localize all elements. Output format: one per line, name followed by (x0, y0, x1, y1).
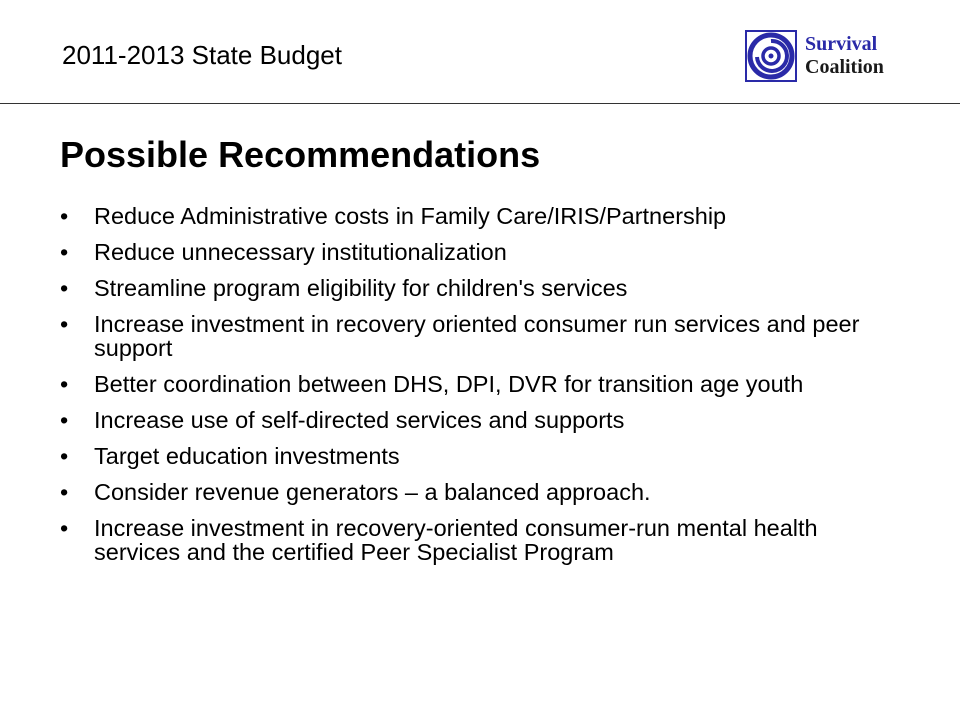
bullet-item: • Reduce unnecessary institutionalization (60, 240, 900, 264)
bullet-item: • Better coordination between DHS, DPI, DVR for transition age youth (60, 372, 900, 396)
bullet-item: • Target education investments (60, 444, 900, 468)
bullet-item: • Consider revenue generators – a balanced approach. (60, 480, 900, 504)
slide-title: Possible Recommendations (60, 134, 541, 175)
bullet-item: • Increase investment in recovery oriented consumer run services and peer support (60, 312, 900, 360)
bullet-item: • Increase investment in recovery-oriented consumer-run mental health services and the certified Peer Specialist Program (60, 516, 900, 564)
bullet-item: • Increase use of self-directed services and supports (60, 408, 900, 432)
logo-text-survival: Survival (805, 33, 878, 55)
bullet-item: • Reduce Administrative costs in Family Care/IRIS/Partnership (60, 204, 900, 228)
header-divider (0, 103, 960, 104)
logo-text-coalition: Coalition (805, 56, 884, 78)
survival-coalition-logo (745, 27, 910, 85)
header-title: 2011-2013 State Budget (62, 40, 342, 70)
recommendation-list (60, 204, 900, 576)
swirl-logo-icon (745, 30, 797, 82)
bullet-item: • Streamline program eligibility for children's services (60, 276, 900, 300)
